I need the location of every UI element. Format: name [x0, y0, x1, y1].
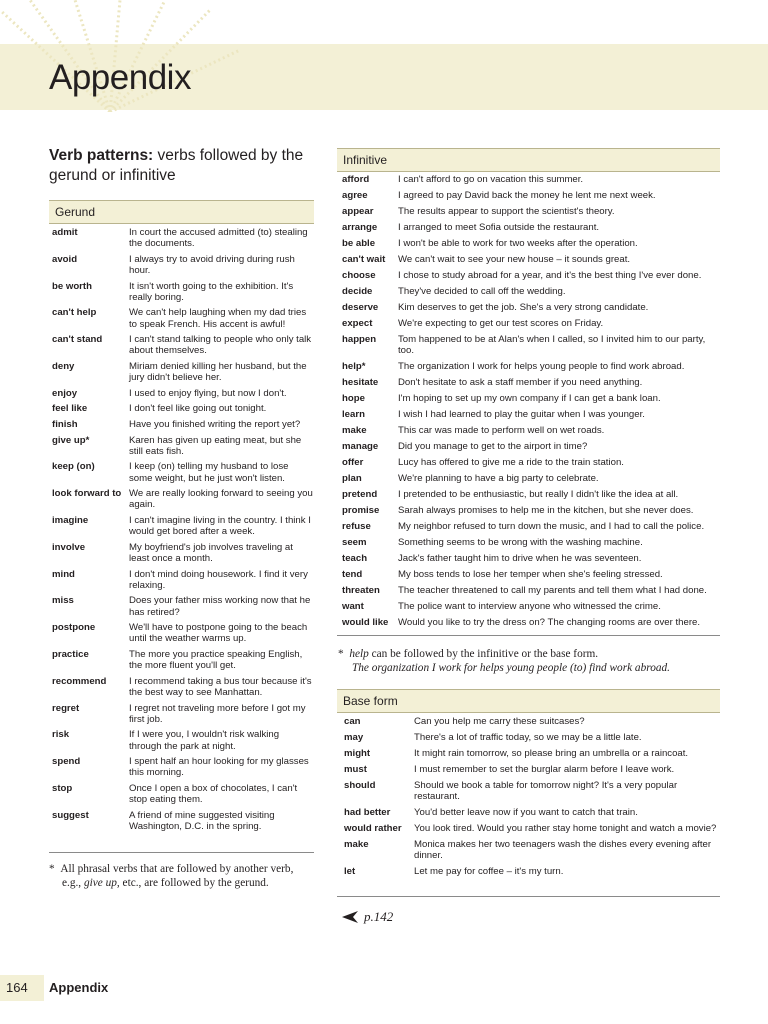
- base-form-table: [344, 716, 720, 882]
- table-row: [52, 307, 314, 329]
- verb-cell: spend: [52, 756, 81, 768]
- verb-cell: arrange: [342, 222, 378, 233]
- table-row: [52, 361, 314, 383]
- example-cell: I chose to study abroad for a year, and it's the best thing I've ever done.: [398, 270, 702, 281]
- verb-cell: recommend: [52, 675, 107, 687]
- table-row: [52, 254, 314, 276]
- example-cell: I spent half an hour looking for my glasses this morning.: [129, 756, 309, 779]
- footer-page-number: 164: [6, 980, 28, 995]
- table-row: [342, 585, 720, 596]
- example-cell: I arranged to meet Sofia outside the restaurant.: [398, 222, 600, 233]
- infinitive-bottom-rule: [337, 635, 720, 636]
- verb-cell: give up*: [52, 434, 90, 446]
- verb-cell: look forward to: [52, 488, 122, 500]
- example-cell: A friend of mine suggested visiting Washington, D.C. in the spring.: [129, 809, 275, 832]
- infinitive-heading: [337, 148, 720, 172]
- verb-cell: avoid: [52, 253, 78, 265]
- example-cell: They've decided to call off the wedding.: [398, 286, 566, 297]
- example-cell: I must remember to set the burglar alarm before I leave work.: [414, 764, 675, 775]
- verb-cell: agree: [342, 190, 368, 201]
- example-cell: I don't feel like going out tonight.: [129, 403, 267, 415]
- example-cell: I don't mind doing housework. I find it very relaxing.: [129, 568, 308, 591]
- table-row: [52, 703, 314, 725]
- example-cell: It might rain tomorrow, so please bring an umbrella or a raincoat.: [414, 748, 689, 759]
- verb-cell: can't stand: [52, 334, 103, 346]
- infinitive-note-italic-word: help: [349, 648, 369, 660]
- example-cell: I can't stand talking to people who only talk about themselves.: [129, 334, 312, 357]
- table-row: [344, 732, 720, 743]
- example-cell: I used to enjoy flying, but now I don't.: [129, 387, 287, 399]
- table-row: [52, 810, 314, 832]
- gerund-note-italic: give up,: [83, 877, 120, 889]
- verb-cell: keep (on): [52, 461, 95, 473]
- table-row: [52, 729, 314, 751]
- base-form-heading-label: Base form: [343, 694, 398, 708]
- example-cell: Would you like to try the dress on? The changing rooms are over there.: [398, 617, 701, 629]
- verb-cell: hesitate: [342, 377, 379, 389]
- example-cell: The more you practice speaking English, the more fluent you'll get.: [129, 648, 303, 672]
- verb-cell: can: [344, 716, 361, 727]
- verb-cell: miss: [52, 595, 74, 607]
- example-cell: I can't afford to go on vacation this summer.: [398, 174, 584, 185]
- table-row: [344, 716, 720, 727]
- verb-cell: help*: [342, 361, 366, 373]
- table-row: [52, 569, 314, 591]
- verb-cell: pretend: [342, 489, 378, 501]
- example-cell: Lucy has offered to give me a ride to the train station.: [398, 457, 624, 469]
- table-row: [52, 649, 314, 671]
- verb-cell: stop: [52, 782, 73, 794]
- example-cell: The teacher threatened to call my parents and tell them what I had done.: [398, 585, 707, 597]
- table-row: [52, 595, 314, 617]
- example-cell: Sarah always promises to help me in the kitchen, but she never does.: [398, 505, 694, 517]
- example-cell: The organization I work for helps young people to find work abroad.: [398, 361, 685, 373]
- table-row: [344, 823, 720, 834]
- infinitive-note-line1: can be followed by the infinitive or the base form.: [368, 648, 599, 660]
- example-cell: I'm hoping to set up my own company if I can get a bank loan.: [398, 393, 661, 405]
- example-cell: We are really looking forward to seeing you again.: [129, 488, 313, 511]
- table-row: [342, 521, 720, 532]
- example-cell: In court the accused admitted (to) stealing the documents.: [129, 227, 308, 250]
- table-row: [342, 441, 720, 452]
- verb-cell: let: [344, 866, 356, 878]
- table-row: [52, 515, 314, 537]
- verb-cell: should: [344, 780, 376, 791]
- table-row: [52, 419, 314, 430]
- table-row: [342, 377, 720, 388]
- verb-cell: regret: [52, 702, 80, 714]
- example-cell: Can you help me carry these suitcases?: [414, 716, 585, 727]
- verb-cell: decide: [342, 286, 373, 297]
- example-cell: Tom happened to be at Alan's when I called, so I invited him to our party, too.: [398, 334, 706, 357]
- table-row: [342, 361, 720, 372]
- example-cell: My boss tends to lose her temper when she's feeling stressed.: [398, 569, 663, 581]
- table-row: [342, 489, 720, 500]
- verb-cell: postpone: [52, 622, 96, 634]
- table-row: [52, 542, 314, 564]
- table-row: [52, 783, 314, 805]
- infinitive-note-star: *: [338, 648, 344, 660]
- table-row: [342, 286, 720, 297]
- page-title: Appendix: [49, 58, 191, 97]
- gerund-heading-label: Gerund: [55, 205, 96, 219]
- verb-cell: can't wait: [342, 254, 386, 265]
- example-cell: Once I open a box of chocolates, I can't stop eating them.: [129, 782, 298, 806]
- verb-cell: involve: [52, 541, 86, 553]
- verb-cell: be worth: [52, 280, 92, 292]
- verb-cell: offer: [342, 457, 364, 469]
- arrow-left-icon: [342, 911, 358, 923]
- subtitle-bold: Verb patterns:: [49, 147, 154, 164]
- table-row: [52, 488, 314, 510]
- verb-cell: hope: [342, 393, 365, 405]
- gerund-note-line2-rest: etc., are followed by the gerund.: [119, 877, 269, 889]
- verb-cell: feel like: [52, 403, 88, 415]
- example-cell: I wish I had learned to play the guitar when I was younger.: [398, 409, 645, 421]
- example-cell: We'll have to postpone going to the beach until the weather warms up.: [129, 622, 308, 645]
- gerund-note-line1: All phrasal verbs that are followed by another verb,: [60, 863, 294, 875]
- example-cell: Let me pay for coffee – it's my turn.: [414, 866, 564, 878]
- verb-cell: promise: [342, 505, 380, 517]
- example-cell: Kim deserves to get the job. She's a very strong candidate.: [398, 302, 649, 313]
- table-row: [342, 393, 720, 404]
- gerund-heading: [49, 200, 314, 224]
- table-row: [52, 281, 314, 303]
- infinitive-note-example: The organization I work for helps young people (to) find work abroad.: [352, 662, 670, 674]
- section-subtitle: [49, 146, 311, 186]
- verb-cell: deny: [52, 360, 75, 372]
- verb-cell: would rather: [344, 823, 402, 835]
- table-row: [342, 190, 720, 201]
- example-cell: My neighbor refused to turn down the music, and I had to call the police.: [398, 521, 705, 533]
- example-cell: It isn't worth going to the exhibition. It's really boring.: [129, 280, 294, 303]
- verb-cell: refuse: [342, 521, 371, 533]
- example-cell: I agreed to pay David back the money he lent me next week.: [398, 190, 656, 201]
- example-cell: I recommend taking a bus tour because it's the best way to see Manhattan.: [129, 675, 312, 698]
- verb-cell: happen: [342, 334, 377, 345]
- example-cell: We're planning to have a big party to celebrate.: [398, 473, 599, 485]
- verb-cell: appear: [342, 206, 374, 217]
- table-row: [342, 206, 720, 217]
- verb-cell: suggest: [52, 809, 89, 821]
- example-cell: I regret not traveling more before I got my first job.: [129, 702, 306, 725]
- verb-cell: plan: [342, 473, 362, 485]
- verb-cell: manage: [342, 441, 379, 453]
- table-row: [342, 473, 720, 484]
- example-cell: Don't hesitate to ask a staff member if you need anything.: [398, 377, 643, 389]
- back-page-link[interactable]: [342, 909, 393, 925]
- infinitive-footnote: [338, 647, 723, 675]
- verb-cell: tend: [342, 569, 363, 581]
- verb-cell: mind: [52, 568, 75, 580]
- table-row: [52, 435, 314, 457]
- verb-cell: learn: [342, 409, 365, 421]
- verb-cell: make: [344, 839, 369, 851]
- example-cell: I pretended to be enthusiastic, but really I didn't like the idea at all.: [398, 489, 679, 501]
- example-cell: Monica makes her two teenagers wash the dishes every evening after dinner.: [414, 839, 712, 862]
- base-form-heading: [337, 689, 720, 713]
- table-row: [342, 270, 720, 281]
- gerund-bottom-rule: [49, 852, 314, 853]
- subtitle-rest: verbs followed by the gerund or infinitive: [49, 147, 304, 184]
- example-cell: Did you manage to get to the airport in time?: [398, 441, 588, 453]
- gerund-table: [52, 227, 314, 837]
- example-cell: We're expecting to get our test scores on Friday.: [398, 318, 604, 329]
- verb-cell: risk: [52, 729, 70, 741]
- example-cell: Miriam denied killing her husband, but the jury didn't believe her.: [129, 360, 307, 384]
- example-cell: There's a lot of traffic today, so we may be a little late.: [414, 732, 642, 743]
- verb-cell: would like: [342, 617, 389, 629]
- table-row: [342, 505, 720, 516]
- example-cell: You look tired. Would you rather stay home tonight and watch a movie?: [414, 823, 717, 835]
- example-cell: Does your father miss working now that he has retired?: [129, 595, 311, 618]
- table-row: [342, 569, 720, 580]
- example-cell: Something seems to be wrong with the washing machine.: [398, 537, 643, 549]
- infinitive-heading-label: Infinitive: [343, 153, 388, 167]
- table-row: [344, 764, 720, 775]
- table-row: [342, 409, 720, 420]
- verb-cell: threaten: [342, 585, 380, 597]
- verb-cell: afford: [342, 174, 370, 185]
- table-row: [344, 780, 720, 802]
- example-cell: I always try to avoid driving during rush hour.: [129, 253, 295, 276]
- verb-cell: expect: [342, 318, 373, 329]
- table-row: [342, 334, 720, 356]
- example-cell: We can't wait to see your new house – it sounds great.: [398, 254, 631, 265]
- table-row: [52, 403, 314, 414]
- verb-cell: want: [342, 601, 364, 613]
- example-cell: You'd better leave now if you want to catch that train.: [414, 807, 638, 819]
- table-row: [342, 318, 720, 329]
- table-row: [342, 222, 720, 233]
- example-cell: Jack's father taught him to drive when he was seventeen.: [398, 553, 642, 565]
- verb-cell: may: [344, 732, 364, 743]
- table-row: [342, 174, 720, 185]
- table-row: [344, 866, 720, 877]
- example-cell: The police want to interview anyone who witnessed the crime.: [398, 601, 661, 613]
- example-cell: This car was made to perform well on wet roads.: [398, 425, 605, 437]
- gerund-footnote: [49, 862, 319, 890]
- table-row: [342, 254, 720, 265]
- table-row: [342, 601, 720, 612]
- verb-cell: make: [342, 425, 367, 437]
- table-row: [52, 622, 314, 644]
- verb-cell: imagine: [52, 514, 89, 526]
- example-cell: If I were you, I wouldn't risk walking through the park at night.: [129, 729, 280, 752]
- footer-section-label: Appendix: [49, 980, 109, 995]
- verb-cell: must: [344, 764, 367, 775]
- verb-cell: be able: [342, 238, 376, 249]
- table-row: [52, 461, 314, 483]
- verb-cell: deserve: [342, 302, 379, 313]
- table-row: [342, 302, 720, 313]
- example-cell: I can't imagine living in the country. I think I would get bored after a week.: [129, 514, 311, 538]
- gerund-note-line2-start: e.g.,: [62, 877, 84, 889]
- table-row: [342, 553, 720, 564]
- table-row: [52, 676, 314, 698]
- table-row: [344, 807, 720, 818]
- table-row: [52, 756, 314, 778]
- verb-cell: had better: [344, 807, 391, 819]
- verb-cell: finish: [52, 418, 78, 430]
- example-cell: We can't help laughing when my dad tries to speak French. His accent is awful!: [129, 307, 307, 330]
- base-form-bottom-rule: [337, 896, 720, 897]
- verb-cell: enjoy: [52, 387, 78, 399]
- table-row: [52, 388, 314, 399]
- gerund-note-star: *: [49, 863, 55, 875]
- table-row: [342, 617, 720, 628]
- table-row: [344, 748, 720, 759]
- back-page-label: p.142: [364, 909, 394, 924]
- example-cell: The results appear to support the scientist's theory.: [398, 206, 615, 217]
- example-cell: I won't be able to work for two weeks after the operation.: [398, 238, 638, 249]
- table-row: [342, 425, 720, 436]
- verb-cell: admit: [52, 227, 78, 238]
- verb-cell: seem: [342, 537, 367, 549]
- verb-cell: can't help: [52, 307, 97, 319]
- table-row: [52, 334, 314, 356]
- example-cell: My boyfriend's job involves traveling at least once a month.: [129, 541, 293, 564]
- verb-cell: choose: [342, 270, 376, 281]
- table-row: [342, 457, 720, 468]
- verb-cell: practice: [52, 648, 89, 660]
- example-cell: Should we book a table for tomorrow night? It's a very popular restaurant.: [414, 780, 678, 803]
- verb-cell: teach: [342, 553, 368, 565]
- table-row: [342, 238, 720, 249]
- verb-cell: might: [344, 748, 371, 759]
- example-cell: I keep (on) telling my husband to lose some weight, but he just won't listen.: [129, 461, 289, 484]
- table-row: [342, 537, 720, 548]
- example-cell: Karen has given up eating meat, but she still eats fish.: [129, 434, 302, 457]
- infinitive-table: [342, 174, 720, 633]
- table-row: [344, 839, 720, 861]
- table-row: [52, 227, 314, 249]
- example-cell: Have you finished writing the report yet?: [129, 418, 301, 430]
